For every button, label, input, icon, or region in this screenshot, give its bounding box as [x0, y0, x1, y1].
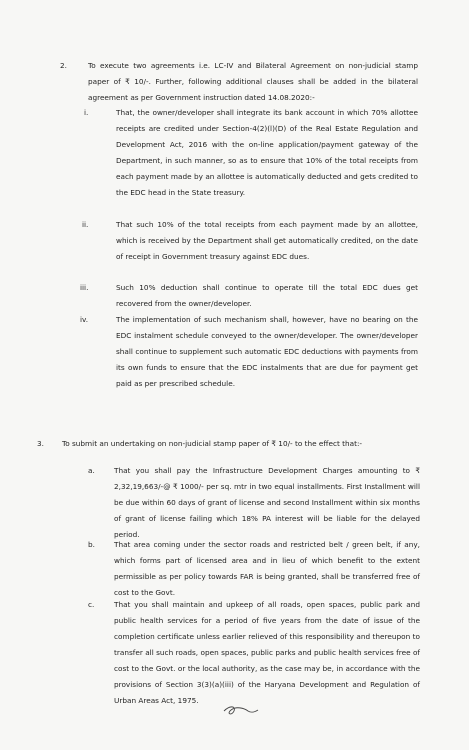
item-2-subitem-i: That, the owner/developer shall integrate its bank account in which 70% allottee receipts are credited under Section-4(2)(l)(D) of the Real Estate Regulation and Development Act, 2016 with the on-line application/payment gateway of the Department, in such manner, so as to ensure that 10% of the total receipts from each payment made by an allottee is automatically deducted and gets credited to the EDC head in the State treasury. [116, 108, 418, 197]
item-2-number: 2. [60, 61, 67, 70]
item-3-intro: To submit an undertaking on non-judicial stamp paper of ₹ 10/- to the effect that:- [62, 439, 363, 448]
item-3-subitem-c: That you shall maintain and upkeep of all roads, open spaces, public park and public health services for a period of five years from the date of issue of the completion certificate unless earlier relieved of this responsibility and thereupon to transfer all such roads, open spaces, public parks and public health services free of cost to the Govt. or the local authority, as the case may be, in accordance with the provisions of Section 3(3)(a)(iii) of the Haryana Development and Regulation of Urban Areas Act, 1975. [114, 600, 420, 705]
item-3-marker-c: c. [88, 600, 95, 609]
item-3-marker-b: b. [88, 540, 95, 549]
item-3-number: 3. [37, 439, 44, 448]
item-2-marker-i: i. [84, 108, 89, 117]
item-2-subitem-iii: Such 10% deduction shall continue to operate till the total EDC dues get recovered from the owner/developer. [116, 283, 418, 308]
item-3-subitem-b: That area coming under the sector roads and restricted belt / green belt, if any, which forms part of licensed area and in lieu of which benefit to the extent permissible as per policy towards FAR is being granted, shall be transferred free of cost to the Govt. [114, 540, 420, 597]
item-2-marker-ii: ii. [82, 220, 89, 229]
item-2-intro: To execute two agreements i.e. LC-IV and Bilateral Agreement on non-judicial stamp paper of ₹ 10/-. Further, following additional clauses shall be added in the bilateral agreement as per Government instruction dated 14.08.2020:- [88, 61, 418, 102]
signature-mark [222, 702, 260, 718]
item-2-marker-iv: iv. [80, 315, 89, 324]
item-3-subitem-a: That you shall pay the Infrastructure Development Charges amounting to ₹ 2,32,19,663/-@ ₹ 1000/- per sq. mtr in two equal installments. First Installment will be due within 60 days of grant of license and second Installment within six months of grant of license failing which 18% PA interest will be liable for the delayed period. [114, 466, 420, 539]
item-2-subitem-ii: That such 10% of the total receipts from each payment made by an allottee, which is received by the Department shall get automatically credited, on the date of receipt in Government treasury against EDC dues. [116, 220, 418, 261]
item-2-subitem-iv: The implementation of such mechanism shall, however, have no bearing on the EDC instalment schedule conveyed to the owner/developer. The owner/developer shall continue to supplement such automatic EDC deductions with payments from its own funds to ensure that the EDC instalments that are due for payment get paid as per prescribed schedule. [116, 315, 418, 388]
item-2-marker-iii: iii. [80, 283, 89, 292]
item-3-marker-a: a. [88, 466, 95, 475]
